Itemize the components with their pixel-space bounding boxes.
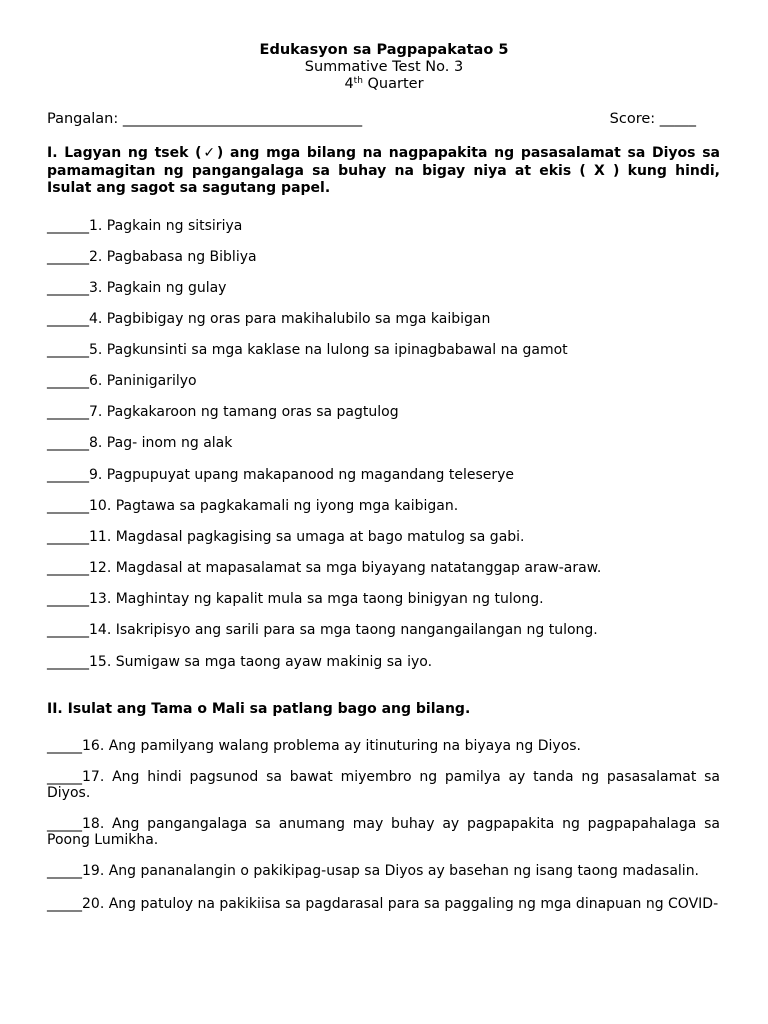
list-item: ______8. Pag- inom ng alak bbox=[47, 435, 233, 451]
list-item: ______4. Pagbibigay ng oras para makihalubilo sa mga kaibigan bbox=[47, 311, 491, 327]
list-item: ______11. Magdasal pagkagising sa umaga at bago matulog sa gabi. bbox=[47, 529, 525, 545]
score-field: Score: _____ bbox=[609, 111, 696, 127]
quarter-superscript: th bbox=[353, 76, 363, 86]
list-item: ______3. Pagkain ng gulay bbox=[47, 280, 227, 296]
list-item: ______7. Pagkakaroon ng tamang oras sa pagtulog bbox=[47, 404, 399, 420]
list-item: ______9. Pagpupuyat upang makapanood ng magandang teleserye bbox=[47, 467, 515, 483]
list-item: _____16. Ang pamilyang walang problema ay itinuturing na biyaya ng Diyos. bbox=[47, 738, 582, 754]
name-score-row bbox=[47, 111, 720, 127]
list-item: ______2. Pagbabasa ng Bibliya bbox=[47, 249, 257, 265]
list-item: _____19. Ang pananalangin o pakikipag-usap sa Diyos ay basehan ng isang taong madasalin. bbox=[47, 863, 700, 879]
list-item: ______10. Pagtawa sa pagkakamali ng iyong mga kaibigan. bbox=[47, 498, 459, 514]
name-field: Pangalan: _________________________________ bbox=[47, 111, 363, 127]
quarter-label bbox=[0, 76, 768, 93]
list-item: ______5. Pagkunsinti sa mga kaklase na lulong sa ipinagbabawal na gamot bbox=[47, 342, 568, 358]
list-item: ______12. Magdasal at mapasalamat sa mga biyayang natatanggap araw-araw. bbox=[47, 560, 602, 576]
part1-instruction: I. Lagyan ng tsek (✓) ang mga bilang na nagpapakita ng pasasalamat sa Diyos sa pamamagitan ng pangangalaga sa buhay na bigay niya at ekis ( X ) kung hindi, Isulat ang sagot sa sagutang papel. bbox=[47, 145, 720, 196]
list-item: ______6. Paninigarilyo bbox=[47, 373, 197, 389]
part2-instruction: II. Isulat ang Tama o Mali sa patlang bago ang bilang. bbox=[47, 701, 471, 717]
quarter-number: 4 bbox=[344, 76, 354, 92]
list-item: ______14. Isakripisyo ang sarili para sa mga taong nangangailangan ng tulong. bbox=[47, 622, 598, 638]
list-item: ______13. Maghintay ng kapalit mula sa mga taong binigyan ng tulong. bbox=[47, 591, 544, 607]
document-subtitle: Summative Test No. 3 bbox=[304, 59, 464, 75]
document-header bbox=[0, 42, 768, 93]
list-item: _____20. Ang patuloy na pakikiisa sa pagdarasal para sa paggaling ng mga dinapuan ng COVID- bbox=[47, 896, 719, 912]
quarter-text: Quarter bbox=[362, 76, 424, 92]
list-item: ______1. Pagkain ng sitsiriya bbox=[47, 218, 243, 234]
list-item: ______15. Sumigaw sa mga taong ayaw makinig sa iyo. bbox=[47, 654, 433, 670]
list-item: _____17. Ang hindi pagsunod sa bawat miyembro ng pamilya ay tanda ng pasasalamat sa Diyos. bbox=[47, 769, 720, 801]
list-item: _____18. Ang pangangalaga sa anumang may buhay ay pagpapakita ng pagpapahalaga sa Poong Lumikha. bbox=[47, 816, 720, 848]
document-title: Edukasyon sa Pagpapakatao 5 bbox=[259, 42, 509, 58]
